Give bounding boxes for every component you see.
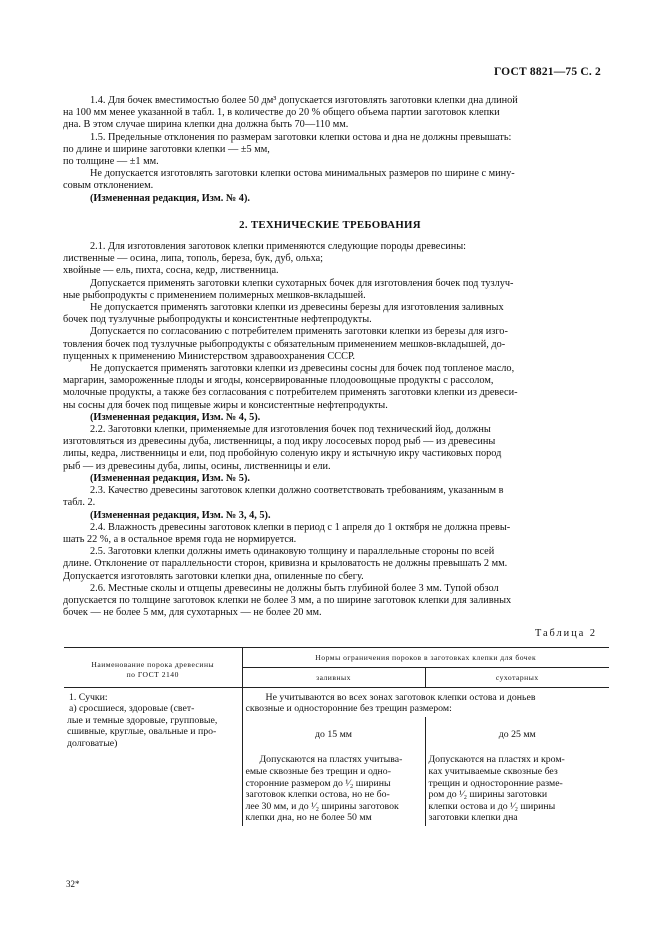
cell-text: Допускаются на пластях учитыва- — [259, 754, 403, 766]
cell-text: Не учитываются во всех зонах заготовок клепки остова и доньев — [265, 691, 536, 703]
cell-text: сторонние размером до ¹⁄₂ ширины — [245, 777, 391, 789]
table-cell-liquid-size: до 15 мм — [242, 717, 425, 749]
text-line: липы, кедра, лиственницы и ели, под пробойную соленую икру и ястычную икру частиковых пород — [63, 448, 502, 460]
edit-note: (Измененная редакция, Изм. № 5). — [90, 472, 250, 484]
section-title: 2. ТЕХНИЧЕСКИЕ ТРЕБОВАНИЯ — [239, 218, 421, 231]
header-text: Наименование порока древесины — [91, 659, 215, 669]
column-header-defect — [64, 647, 242, 687]
cell-text: заготовок клепки остова, но не бо- — [245, 789, 390, 801]
paragraph-2-6 — [63, 582, 597, 620]
paragraph-2-1 — [63, 241, 597, 424]
text-line: длине. Отклонение от параллельности сторон, кривизна и крыловатость не должны превышать 2 мм. — [63, 558, 508, 570]
page-header: ГОСТ 8821—75 С. 2 — [493, 66, 601, 78]
text-line: дна. В этом случае ширина клепки дна должна быть 70—110 мм. — [63, 119, 349, 131]
document-body — [63, 95, 597, 826]
cell-text: сшивные, круглые, овальные и про- — [67, 726, 217, 738]
text-line: табл. 2. — [63, 497, 96, 509]
text-line: на 100 мм менее указанной в табл. 1, в количестве до 20 % общего объема партии заготовок клепки — [63, 107, 500, 119]
text-line: хвойные — ель, пихта, сосна, кедр, лиственница. — [63, 265, 279, 277]
text-line: Допускается по согласованию с потребителем применять заготовки клепки из березы для изго- — [90, 326, 508, 338]
text-line: Допускается изготовлять заготовки клепки дна, опиленные по сбегу. — [63, 570, 364, 582]
paragraph-2-4 — [63, 521, 597, 546]
text-line: бочек — не более 5 мм, для сухотарных — не более 20 мм. — [63, 607, 322, 619]
cell-text: сквозные и односторонние без трещин размером: — [245, 703, 452, 715]
defects-table — [64, 647, 609, 826]
cell-text: ках учитываемые сквозные без — [428, 765, 558, 777]
cell-text: емые сквозные без трещин и одно- — [245, 765, 391, 777]
table-cell-dry-rule — [425, 748, 609, 826]
page-footer: 32* — [66, 879, 80, 889]
column-header-liquid: заливных — [242, 667, 425, 687]
header-text: по ГОСТ 2140 — [126, 669, 179, 679]
text-line: Не допускается применять заготовки клепки из древесины березы для изготовления заливных — [90, 302, 504, 314]
cell-text: 1. Сучки: — [69, 691, 108, 703]
cell-text: а) сросшиеся, здоровые (свет- — [69, 703, 195, 715]
text-line: шать 22 %, а в остальное время года не нормируется. — [63, 533, 297, 545]
cell-text: ром до ¹⁄₂ ширины заготовки — [428, 789, 548, 801]
text-line: 2.2. Заготовки клепки, применяемые для изготовления бочек под технический йод, должны — [90, 424, 491, 436]
text-line: по толщине — ±1 мм. — [63, 156, 159, 168]
cell-text: лее 30 мм, и до ¹⁄₂ ширины заготовок — [245, 800, 399, 812]
text-line: рыб — из древесины дуба, липы, осины, лиственницы и ели. — [63, 460, 331, 472]
text-line: товления бочек под тузлучные рыбопродукты с обязательным применением мешков-вкладышей, до- — [63, 338, 506, 350]
text-line: ны сосны для бочек под пищевые жиры и консистентные нефтепродукты. — [63, 399, 388, 411]
text-line: 2.3. Качество древесины заготовок клепки должно соответствовать требованиям, указанным в — [90, 485, 504, 497]
text-line: бочек под тузлучные рыбопродукты и консистентные нефтепродукты. — [63, 314, 372, 326]
cell-text: трещин и односторонние разме- — [428, 777, 563, 789]
edit-note: (Измененная редакция, Изм. № 4, 5). — [90, 411, 261, 423]
edit-note: (Измененная редакция, Изм. № 3, 4, 5). — [90, 509, 271, 521]
text-line: 2.6. Местные сколы и отщепы древесины не должны быть глубиной более 3 мм. Тупой обзол — [90, 582, 499, 594]
paragraph-2-3 — [63, 485, 597, 522]
text-line: Допускается применять заготовки клепки сухотарных бочек для изготовления бочек под тузлуч- — [90, 277, 514, 289]
text-line: по длине и ширине заготовки клепки — ±5 мм, — [63, 143, 270, 155]
table-cell-liquid-rule — [242, 748, 425, 826]
text-line: 2.4. Влажность древесины заготовок клепки в период с 1 апреля до 1 октября не должна превы- — [90, 521, 511, 533]
cell-text: Допускаются на пластях и кром- — [428, 754, 565, 766]
column-header-dry: сухотарных — [425, 667, 609, 687]
text-line: лиственные — осина, липа, тополь, береза, бук, дуб, ольха; — [63, 253, 324, 265]
cell-text: заготовки клепки дна — [428, 812, 518, 824]
text-line: ные рыбопродукты с применением полимерных мешков-вкладышей. — [63, 289, 366, 301]
table-caption: Таблица 2 — [534, 628, 597, 640]
cell-text: клепки остова и до ¹⁄₂ ширины — [428, 800, 556, 812]
paragraph-2-5 — [63, 546, 597, 583]
text-line: пущенных к применению Министерством здравоохранения СССР. — [63, 350, 355, 362]
cell-text: лые и темные здоровые, групповые, — [67, 714, 218, 726]
paragraph-1-5 — [63, 131, 597, 205]
text-line: 2.5. Заготовки клепки должны иметь одинаковую толщину и параллельные стороны по всей — [90, 546, 495, 558]
cell-text: долговатые) — [67, 737, 118, 749]
text-line: молочные продукты, а также без согласования с потребителем применять заготовки клепки из древеси- — [63, 387, 518, 399]
text-line: маргарин, замороженные плоды и ягоды, консервированные плодоовощные продукты с рассолом, — [63, 375, 494, 387]
text-line: совым отклонением. — [63, 180, 154, 192]
edit-note: (Измененная редакция, Изм. № 4). — [90, 192, 250, 204]
cell-text: клепки дна, но не более 50 мм — [245, 812, 372, 824]
text-line: 1.5. Предельные отклонения по размерам заготовки клепки остова и дна не должны превышать: — [90, 131, 512, 143]
text-line: изготовляться из древесины дуба, лиственницы, а под икру лососевых пород рыб — из древесины — [63, 436, 496, 448]
text-line: Не допускается применять заготовки клепки из древесины сосны для бочек под топленое масло, — [90, 363, 515, 375]
table-cell-common — [242, 687, 609, 717]
text-line: Не допускается изготовлять заготовки клепки остова минимальных размеров по ширине с мину- — [90, 168, 515, 180]
text-line: 1.4. Для бочек вместимостью более 50 дм³ допускается изготовлять заготовки клепки дна длиной — [90, 95, 518, 106]
text-line: 2.1. Для изготовления заготовок клепки применяются следующие породы древесины: — [90, 241, 467, 253]
paragraph-1-4 — [63, 95, 597, 132]
table-cell-dry-size: до 25 мм — [425, 717, 609, 749]
table-row-knots-name — [64, 687, 242, 826]
paragraph-2-2 — [63, 424, 597, 485]
text-line: допускается по толщине заготовок клепки не более 3 мм, а по ширине заготовок клепки для заливных — [63, 594, 512, 606]
group-header: Нормы ограничения пороков в заготовках клепки для бочек — [242, 647, 609, 667]
